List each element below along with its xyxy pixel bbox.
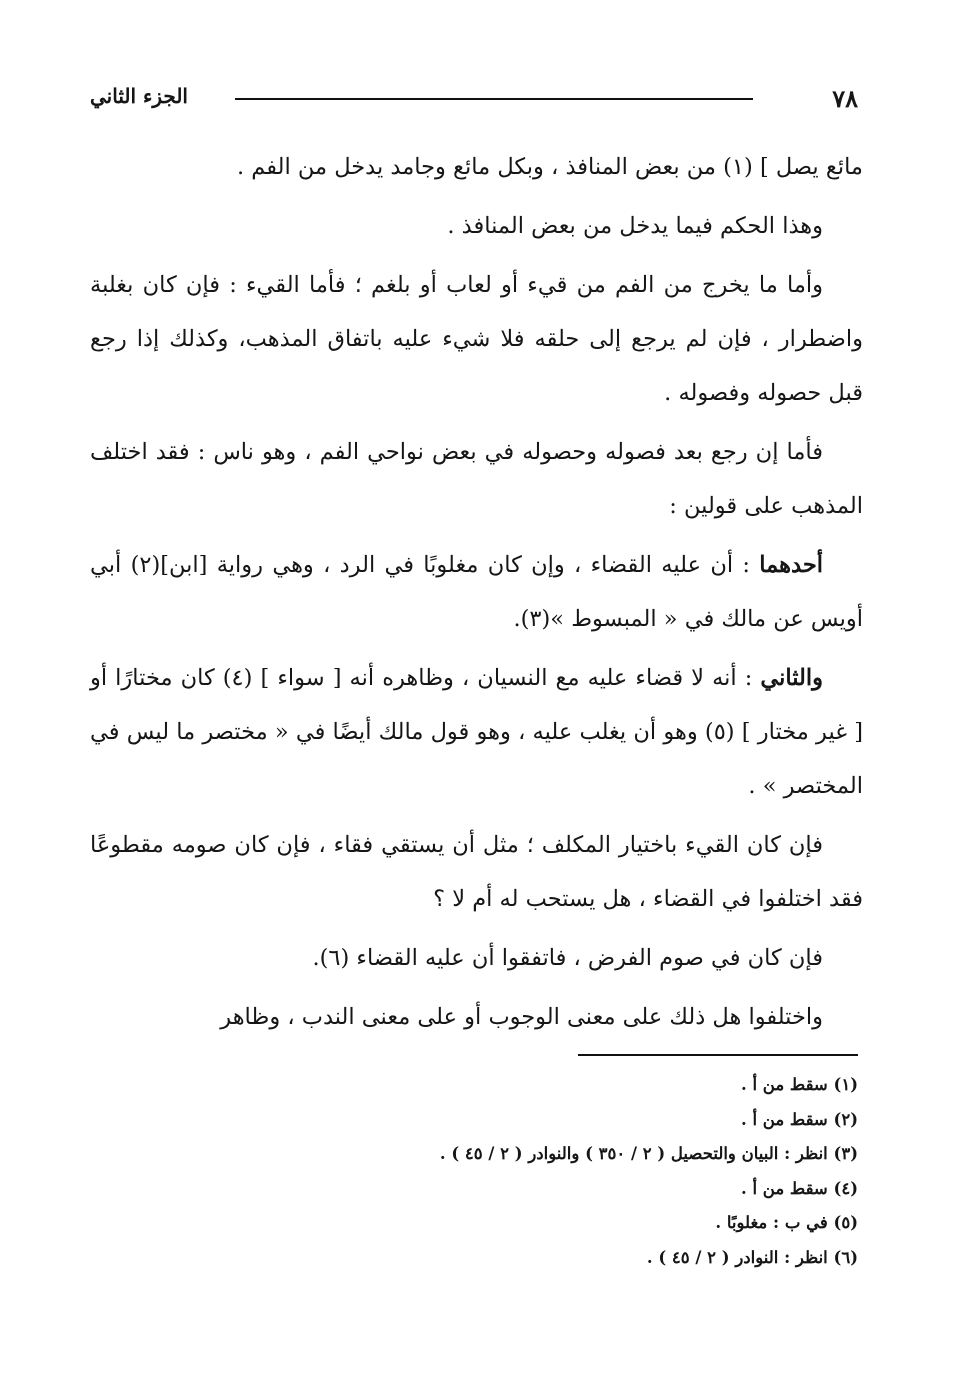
paragraph-text: : أنه لا قضاء عليه مع النسيان ، وظاهره أنه [ سواء ] (٤) كان مختارًا أو [ غير مختار ] (٥) وهو أن يغلب عليه ، وهو قول مالك أيضًا في « مختصر ما ليس في المختصر » . [90, 665, 864, 799]
footnote: (١) سقط من أ . [740, 1075, 858, 1094]
paragraph-lead: أحدهما [759, 552, 823, 578]
paragraph [90, 140, 863, 194]
paragraph [90, 651, 863, 813]
page-number: ٧٨ [832, 84, 858, 113]
footnote: (٣) انظر : البيان والتحصيل ( ٢ / ٣٥٠ ) والنوادر ( ٢ / ٤٥ ) . [439, 1144, 858, 1163]
paragraph-text: فإن كان القيء باختيار المكلف ؛ مثل أن يستقي فقاء ، فإن كان صومه مقطوعًا فقد اختلفوا في القضاء ، هل يستحب له أم لا ؟ [90, 832, 863, 912]
paragraph [90, 199, 863, 253]
footnote: (٥) في ب : مغلوبًا . [715, 1213, 858, 1232]
footnote: (٢) سقط من أ . [740, 1109, 858, 1129]
paragraph [90, 931, 863, 985]
paragraph-lead: والثاني [760, 665, 824, 691]
paragraph-text: وهذا الحكم فيما يدخل من بعض المنافذ . [447, 213, 823, 239]
paragraph [90, 258, 863, 420]
paragraph-text: : أن عليه القضاء ، وإن كان مغلوبًا في الرد ، وهي رواية [ابن](٢) أبي أويس عن مالك في « المبسوط »(٣). [90, 552, 863, 632]
footnote-rule [578, 1054, 858, 1056]
paragraph [90, 990, 863, 1044]
header-rule [235, 98, 753, 100]
part-title: الجزء الثاني [90, 84, 188, 108]
footnotes [90, 1068, 858, 1275]
footnote: (٤) سقط من أ . [740, 1178, 858, 1198]
footnote: (٦) انظر : النوادر ( ٢ / ٤٥ ) . [646, 1247, 858, 1267]
page-header [90, 84, 858, 118]
paragraph-text: وأما ما يخرج من الفم من قيء أو لعاب أو بلغم ؛ فأما القيء : فإن كان بغلبة واضطرار ، فإن لم يرجع إلى حلقه فلا شيء عليه باتفاق المذهب، وكذلك إذا رجع قبل حصوله وفصوله . [90, 272, 863, 406]
paragraph [90, 425, 863, 533]
paragraph-text: واختلفوا هل ذلك على معنى الوجوب أو على معنى الندب ، وظاهر [220, 1004, 823, 1030]
paragraph-text: فإن كان في صوم الفرض ، فاتفقوا أن عليه القضاء (٦). [312, 945, 823, 971]
paragraph [90, 818, 863, 926]
paragraph-text: فأما إن رجع بعد فصوله وحصوله في بعض نواحي الفم ، وهو ناس : فقد اختلف المذهب على قولين : [90, 439, 863, 519]
main-text [90, 140, 863, 1049]
paragraph [90, 538, 863, 646]
paragraph-text: مائع يصل ] (١) من بعض المنافذ ، وبكل مائع وجامد يدخل من الفم . [236, 154, 863, 180]
